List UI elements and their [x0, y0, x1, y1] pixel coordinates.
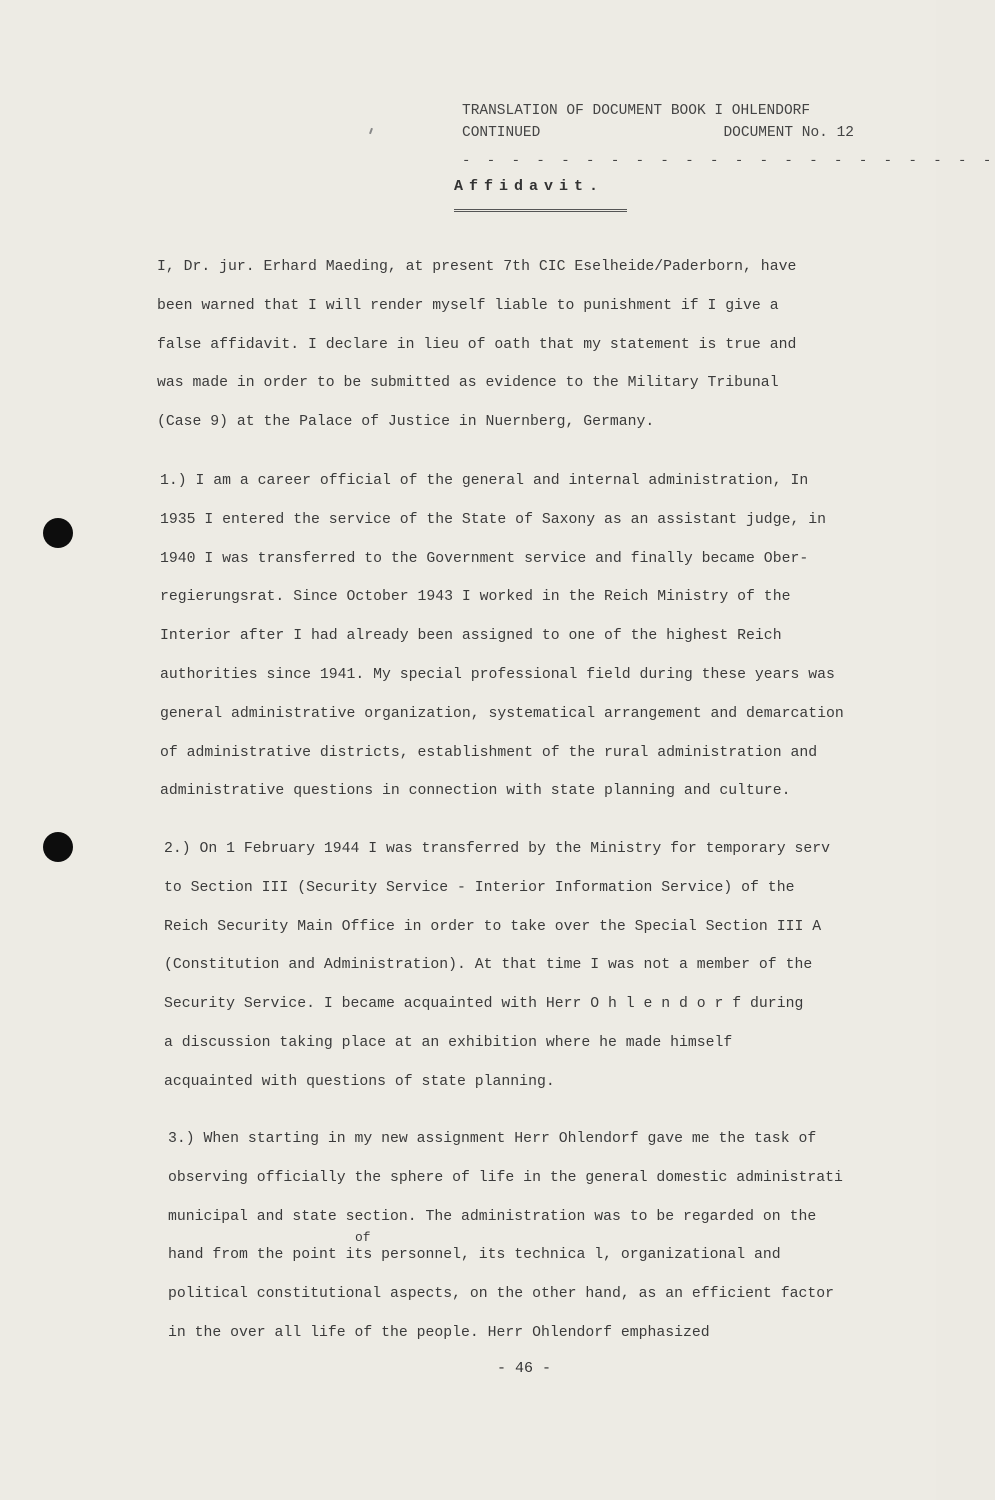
punch-hole	[43, 832, 73, 862]
text-line: 1.) I am a career official of the general and internal administration, In	[160, 473, 809, 489]
text-line: 1940 I was transferred to the Government service and finally became Ober-	[160, 550, 809, 567]
affidavit-title: Affidavit.	[454, 178, 605, 195]
header-continued: CONTINUED	[462, 125, 541, 141]
punch-hole	[43, 518, 73, 548]
text-line: false affidavit. I declare in lieu of oath that my statement is true and	[157, 336, 797, 353]
text-line: general administrative organization, systematical arrangement and demarcation	[160, 705, 844, 722]
text-line: Interior after I had already been assigned to one of the highest Reich	[160, 628, 782, 645]
header-document-number: DOCUMENT No. 12	[723, 125, 854, 141]
text-line: regierungsrat. Since October 1943 I worked in the Reich Ministry of the	[160, 589, 791, 606]
text-line: a discussion taking place at an exhibition where he made himself	[164, 1034, 733, 1051]
page-number: - 46 -	[497, 1360, 552, 1377]
text-line: (Case 9) at the Palace of Justice in Nuernberg, Germany.	[157, 414, 655, 431]
text-line: 1935 I entered the service of the State of Saxony as an assistant judge, in	[160, 511, 826, 528]
text-line: Reich Security Main Office in order to take over the Special Section III A	[164, 918, 822, 935]
text-line: of administrative districts, establishment of the rural administration and	[160, 744, 818, 761]
text-line: observing officially the sphere of life in the general domestic administrati	[168, 1169, 843, 1186]
title-underline	[454, 209, 627, 212]
intro-paragraph	[157, 248, 796, 442]
text-line: Security Service. I became acquainted with Herr O h l e n d o r f during	[164, 996, 804, 1013]
paragraph-1	[160, 462, 844, 811]
text-line: political constitutional aspects, on the other hand, as an efficient factor	[168, 1286, 834, 1303]
text-line: municipal and state section. The administration was to be regarded on the	[168, 1208, 817, 1225]
text-line: was made in order to be submitted as evidence to the Military Tribunal	[157, 375, 779, 392]
text-line: in the over all life of the people. Herr Ohlendorf emphasized	[168, 1324, 710, 1341]
text-line: to Section III (Security Service - Interior Information Service) of the	[164, 879, 795, 896]
header-line-2	[462, 122, 854, 144]
text-line: authorities since 1941. My special professional field during these years was	[160, 666, 835, 683]
text-line: acquainted with questions of state planning.	[164, 1073, 555, 1090]
text-line: 2.) On 1 February 1944 I was transferred by the Ministry for temporary serv	[164, 841, 830, 857]
text-line: administrative questions in connection with state planning and culture.	[160, 783, 791, 800]
header-title: TRANSLATION OF DOCUMENT BOOK I OHLENDORF	[462, 103, 811, 119]
text-line: I, Dr. jur. Erhard Maeding, at present 7th CIC Eselheide/Paderborn, have	[157, 259, 797, 275]
document-header	[462, 100, 995, 172]
paragraph-3	[168, 1120, 843, 1353]
text-line: (Constitution and Administration). At that time I was not a member of the	[164, 957, 813, 974]
paragraph-2	[164, 830, 830, 1102]
text-line: hand from the point its personnel, its technica l, organizational and	[168, 1247, 781, 1264]
header-line-1	[462, 100, 854, 122]
header-divider: - - - - - - - - - - - - - - - - - - - - - -	[462, 153, 995, 169]
text-line: been warned that I will render myself liable to punishment if I give a	[157, 297, 779, 314]
stray-mark	[369, 128, 373, 134]
text-line: 3.) When starting in my new assignment Herr Ohlendorf gave me the task of	[168, 1131, 817, 1147]
interline-insertion: of	[355, 1230, 371, 1245]
